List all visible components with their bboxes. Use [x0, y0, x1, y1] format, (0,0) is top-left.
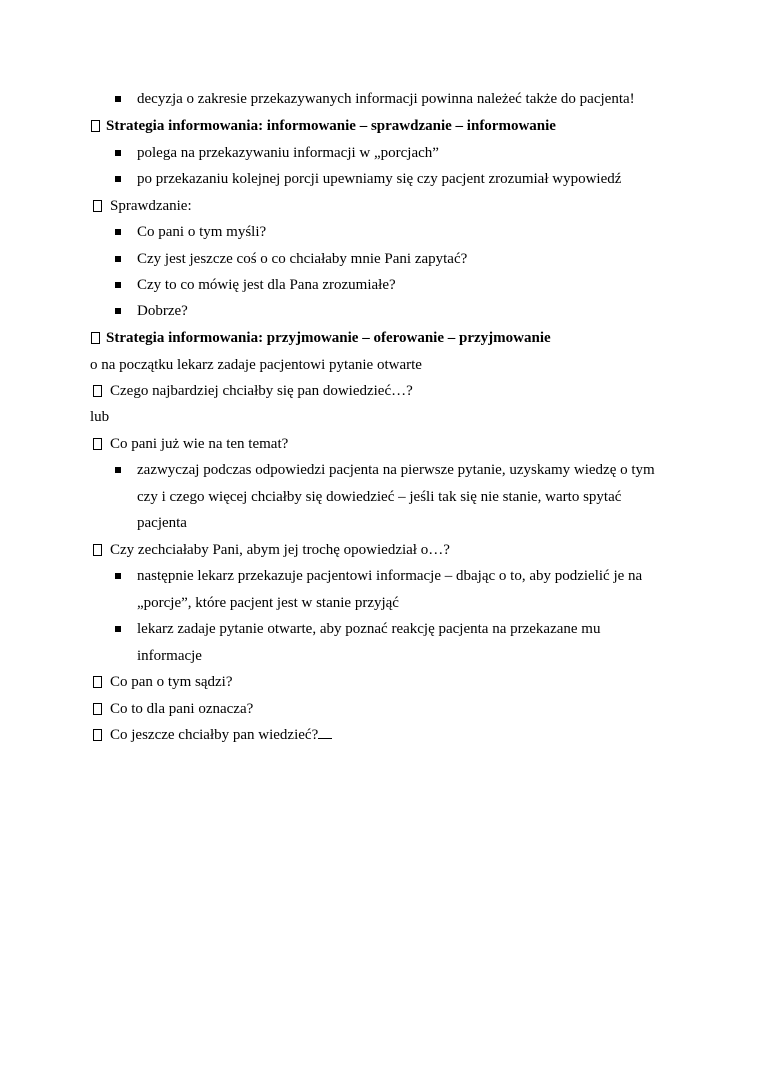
bullet-text: po przekazaniu kolejnej porcji upewniamy się czy pacjent zrozumiał wypowiedź: [137, 171, 622, 187]
bullet-text-continuation: pacjenta: [137, 515, 187, 531]
bullet-text-continuation: informacje: [137, 648, 202, 664]
bullet-text-continuation: czy i czego więcej chciałby się dowiedzieć – jeśli tak się nie stanie, warto spytać: [137, 489, 622, 505]
missing-glyph-icon: [93, 438, 102, 450]
bullet-text: Co pani o tym myśli?: [137, 224, 267, 240]
list-item-text: Co to dla pani oznacza?: [110, 701, 254, 717]
missing-glyph-icon: [93, 200, 102, 212]
bullet-text: zazwyczaj podczas odpowiedzi pacjenta na pierwsze pytanie, uzyskamy wiedzę o tym: [137, 462, 655, 478]
square-bullet-icon: [115, 96, 121, 102]
square-bullet-icon: [115, 282, 121, 288]
square-bullet-icon: [115, 256, 121, 262]
missing-glyph-icon: [91, 120, 100, 132]
paragraph-text: o na początku lekarz zadaje pacjentowi pytanie otwarte: [90, 357, 422, 373]
square-bullet-icon: [115, 467, 121, 473]
bullet-text: Czy to co mówię jest dla Pana zrozumiałe?: [137, 277, 396, 293]
section-heading: Strategia informowania: informowanie – sprawdzanie – informowanie: [106, 118, 556, 134]
underscore-mark: [318, 725, 332, 739]
list-item-text: Czego najbardziej chciałby się pan dowiedzieć…?: [110, 383, 413, 399]
missing-glyph-icon: [93, 385, 102, 397]
bullet-text: lekarz zadaje pytanie otwarte, aby poznać reakcję pacjenta na przekazane mu: [137, 621, 601, 637]
list-item-text: Czy zechciałaby Pani, abym jej trochę opowiedział o…?: [110, 542, 450, 558]
list-item-text-row: [110, 725, 332, 745]
missing-glyph-icon: [93, 729, 102, 741]
missing-glyph-icon: [93, 676, 102, 688]
list-item-text: Sprawdzanie:: [110, 198, 192, 214]
bullet-text: decyzja o zakresie przekazywanych informacji powinna należeć także do pacjenta!: [137, 91, 635, 107]
missing-glyph-icon: [93, 544, 102, 556]
bullet-text: polega na przekazywaniu informacji w „porcjach”: [137, 145, 439, 161]
square-bullet-icon: [115, 626, 121, 632]
square-bullet-icon: [115, 229, 121, 235]
bullet-text: następnie lekarz przekazuje pacjentowi informacje – dbając o to, aby podzielić je na: [137, 568, 643, 584]
list-item-text: Co jeszcze chciałby pan wiedzieć?: [110, 727, 319, 743]
missing-glyph-icon: [93, 703, 102, 715]
square-bullet-icon: [115, 308, 121, 314]
bullet-text: Czy jest jeszcze coś o co chciałaby mnie Pani zapytać?: [137, 251, 468, 267]
list-item-text: Co pani już wie na ten temat?: [110, 436, 289, 452]
bullet-text: Dobrze?: [137, 303, 188, 319]
square-bullet-icon: [115, 150, 121, 156]
paragraph-text: lub: [90, 409, 110, 425]
missing-glyph-icon: [91, 332, 100, 344]
square-bullet-icon: [115, 176, 121, 182]
section-heading: Strategia informowania: przyjmowanie – oferowanie – przyjmowanie: [106, 330, 551, 346]
square-bullet-icon: [115, 573, 121, 579]
list-item-text: Co pan o tym sądzi?: [110, 674, 233, 690]
bullet-text-continuation: „porcje”, które pacjent jest w stanie przyjąć: [137, 595, 399, 611]
